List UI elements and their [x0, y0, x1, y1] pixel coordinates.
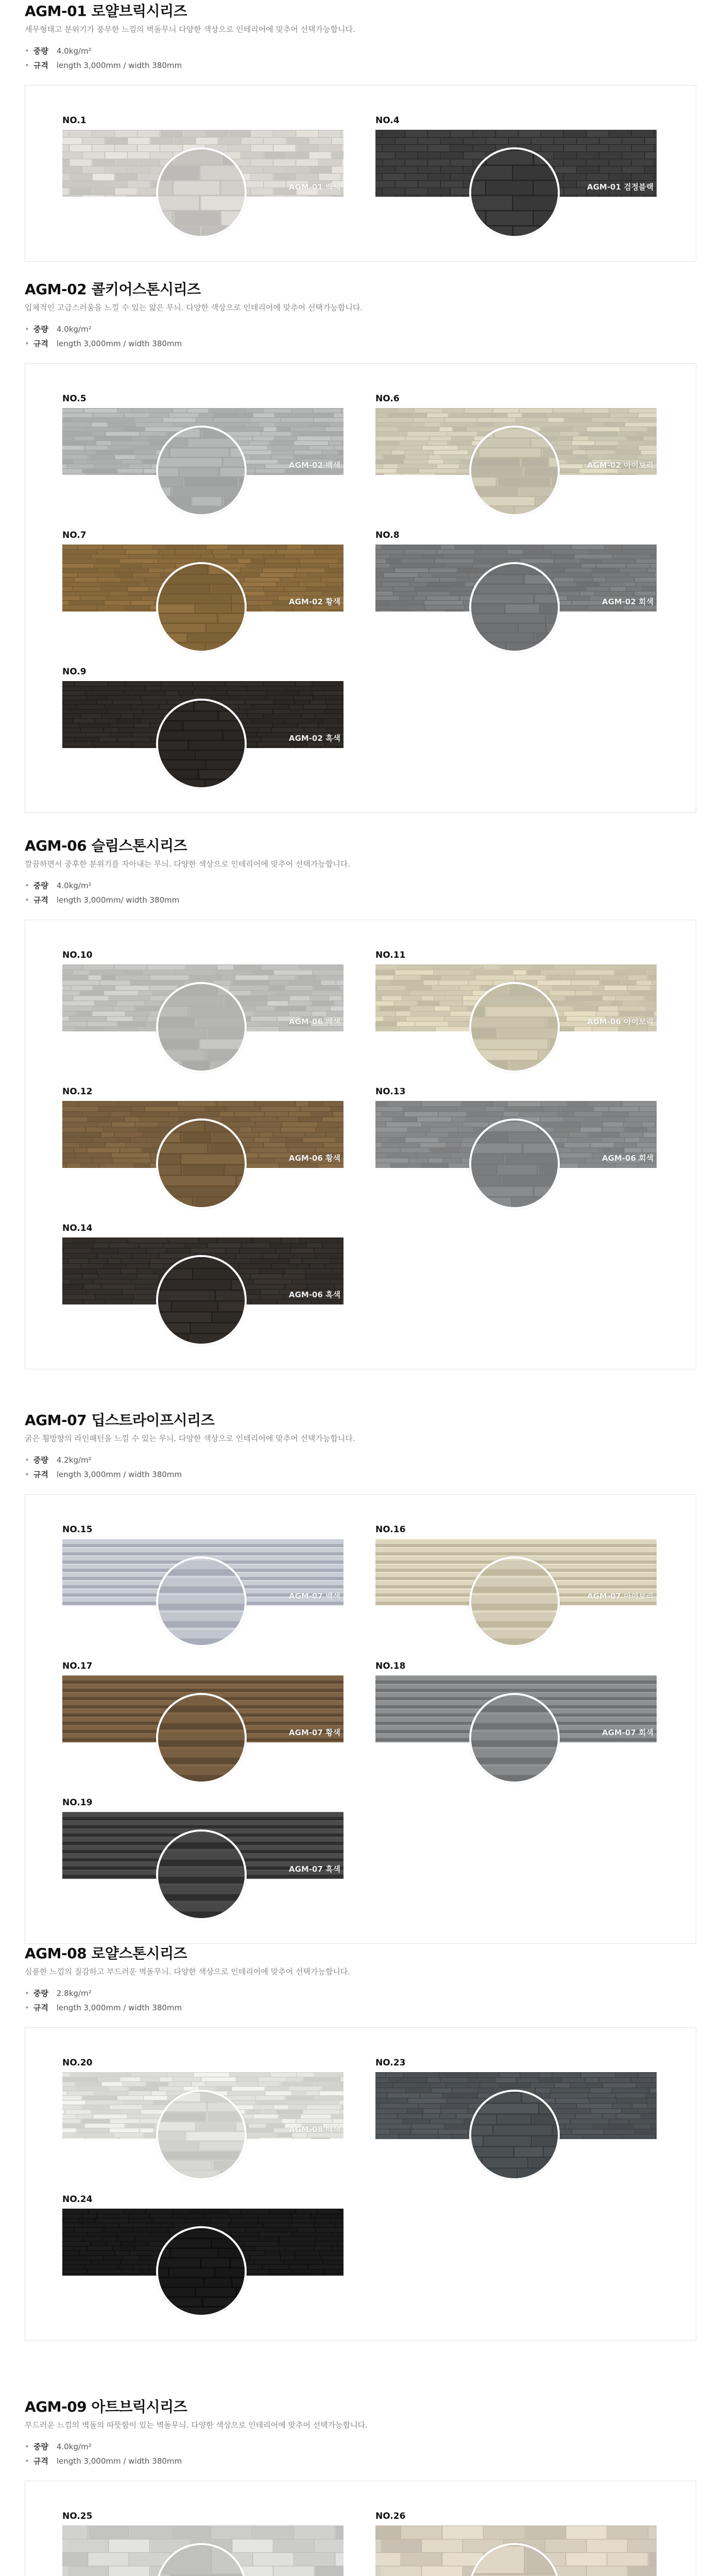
spec-row	[25, 324, 92, 334]
bullet-icon: •	[25, 2456, 29, 2466]
swatch-caption: AGM-02 회색	[602, 597, 654, 606]
spec-label: 중량	[33, 325, 48, 334]
series-description: 입체적인 고급스러움을 느낄 수 있는 얇은 무늬. 다양한 색상으로 인테리어에 맞추어 선택가능합니다.	[25, 303, 363, 312]
swatch-caption: AGM-02 백색	[288, 461, 340, 470]
spec-row	[25, 894, 179, 905]
spec-label: 규격	[33, 2003, 48, 2012]
spec-row	[25, 1454, 92, 1465]
bullet-icon: •	[25, 895, 29, 905]
swatch-caption: AGM-07 백색	[288, 1591, 340, 1601]
swatch-caption: AGM-07 아이보리	[587, 1591, 654, 1601]
bullet-icon: •	[25, 881, 29, 890]
swatch-panel	[62, 2072, 344, 2139]
series-title: AGM-02 콜키어스톤시리즈	[25, 281, 201, 298]
zoom-texture	[158, 428, 245, 514]
zoom-circle	[469, 562, 560, 653]
swatch-panel	[62, 681, 344, 748]
spec-label: 규격	[33, 1470, 48, 1479]
bullet-icon: •	[25, 339, 29, 348]
swatch-panel	[375, 2526, 657, 2576]
bullet-icon: •	[25, 1455, 29, 1465]
zoom-circle	[156, 982, 247, 1073]
swatch-box	[25, 2481, 696, 2576]
swatch-number: NO.23	[375, 2058, 406, 2068]
spec-label: 규격	[33, 895, 48, 905]
spec-label: 중량	[33, 2442, 48, 2451]
zoom-circle	[156, 562, 247, 653]
swatch-panel	[375, 545, 657, 612]
zoom-texture	[158, 1257, 245, 1344]
spec-row	[25, 2455, 182, 2466]
series-description: 세무형태고 분위기가 풍부한 느낌의 벽돌무늬 다양한 색상으로 인테리어에 맞추어 선택가능합니다.	[25, 25, 355, 34]
swatch-box	[25, 363, 696, 813]
spec-row	[25, 1988, 92, 1998]
zoom-circle	[156, 2226, 247, 2317]
swatch-panel	[375, 1101, 657, 1168]
swatch-panel	[62, 2526, 344, 2576]
spec-label: 중량	[33, 46, 48, 56]
series-description: 부드러운 느낌의 벽돌의 따뜻함이 있는 벽돌무늬. 다양한 색상으로 인테리어에 맞추어 선택가능합니다.	[25, 2420, 368, 2430]
swatch-panel	[62, 964, 344, 1031]
spec-value: 4.0kg/m²	[56, 325, 92, 334]
swatch-panel	[375, 130, 657, 197]
spec-label: 규격	[33, 339, 48, 348]
swatch-caption: AGM-06 흑색	[288, 1290, 340, 1299]
zoom-texture	[158, 701, 245, 787]
swatch-number: NO.1	[62, 115, 87, 126]
swatch-number: NO.24	[62, 2194, 93, 2205]
zoom-texture	[471, 984, 558, 1071]
swatch-caption: AGM-06 백색	[288, 1017, 340, 1026]
swatch-number: NO.25	[62, 2511, 93, 2521]
swatch-caption: AGM-07 흑색	[288, 1865, 340, 1874]
swatch-number: NO.10	[62, 950, 93, 960]
zoom-circle	[156, 1693, 247, 1784]
bullet-icon: •	[25, 2003, 29, 2012]
swatch-panel	[62, 1101, 344, 1168]
zoom-texture	[158, 2228, 245, 2315]
zoom-texture	[471, 2092, 558, 2178]
bullet-icon: •	[25, 61, 29, 70]
series-description: 깔끔하면서 중후한 분위기를 자아내는 무늬. 다양한 색상으로 인테리어에 맞추어 선택가능합니다.	[25, 859, 351, 869]
spec-value: 2.8kg/m²	[56, 1989, 92, 1998]
spec-label: 중량	[33, 881, 48, 890]
zoom-texture	[471, 428, 558, 514]
zoom-circle	[469, 2090, 560, 2180]
swatch-number: NO.17	[62, 1661, 93, 1671]
series-title: AGM-07 딥스트라이프시리즈	[25, 1412, 215, 1429]
swatch-number: NO.20	[62, 2058, 93, 2068]
swatch-panel	[375, 964, 657, 1031]
series-title: AGM-06 슬림스톤시리즈	[25, 837, 187, 854]
zoom-circle	[156, 1829, 247, 1920]
spec-row	[25, 60, 182, 71]
zoom-texture	[158, 1558, 245, 1645]
bullet-icon: •	[25, 1989, 29, 1998]
swatch-caption: AGM-02 아이보리	[587, 461, 654, 470]
spec-value: 4.2kg/m²	[56, 1455, 92, 1465]
bullet-icon: •	[25, 2442, 29, 2451]
swatch-panel	[375, 1675, 657, 1742]
swatch-panel	[375, 2072, 657, 2139]
spec-value: length 3,000mm / width 380mm	[56, 1470, 182, 1479]
zoom-circle	[469, 1118, 560, 1209]
swatch-box	[25, 85, 696, 262]
spec-value: 4.0kg/m²	[56, 46, 92, 56]
swatch-panel	[62, 1675, 344, 1742]
zoom-texture	[158, 1832, 245, 1918]
swatch-caption: AGM-06 아이보리	[587, 1017, 654, 1026]
spec-label: 규격	[33, 2456, 48, 2466]
zoom-circle	[156, 2090, 247, 2180]
swatch-number: NO.4	[375, 115, 400, 126]
swatch-panel	[62, 2209, 344, 2276]
swatch-number: NO.7	[62, 530, 87, 540]
swatch-panel	[375, 1539, 657, 1606]
swatch-number: NO.6	[375, 394, 400, 404]
spec-row	[25, 2441, 92, 2452]
spec-label: 중량	[33, 1989, 48, 1998]
swatch-number: NO.9	[62, 667, 87, 677]
zoom-circle	[469, 982, 560, 1073]
swatch-caption: AGM-06 회색	[602, 1154, 654, 1163]
zoom-texture	[158, 2092, 245, 2178]
swatch-number: NO.8	[375, 530, 400, 540]
series-title: AGM-08 로얄스톤시리즈	[25, 1945, 187, 1962]
series-description: 굵은 횡방향의 라인패턴을 느낄 수 있는 무늬. 다양한 색상으로 인테리어에 맞추어 선택가능합니다.	[25, 1434, 355, 1443]
series-title: AGM-01 로얄브릭시리즈	[25, 3, 187, 20]
spec-value: length 3,000mm/ width 380mm	[56, 895, 180, 905]
zoom-circle	[156, 1118, 247, 1209]
zoom-texture	[471, 1695, 558, 1782]
zoom-circle	[469, 1556, 560, 1647]
swatch-panel	[62, 1812, 344, 1879]
spec-value: 4.0kg/m²	[56, 881, 92, 890]
zoom-texture	[158, 1121, 245, 1207]
zoom-texture	[471, 1121, 558, 1207]
swatch-number: NO.11	[375, 950, 406, 960]
zoom-circle	[156, 426, 247, 516]
swatch-caption: AGM-02 황색	[288, 597, 340, 606]
zoom-texture	[471, 1558, 558, 1645]
spec-row	[25, 45, 92, 56]
spec-value: length 3,000mm / width 380mm	[56, 2003, 182, 2012]
zoom-texture	[158, 984, 245, 1071]
spec-row	[25, 1469, 182, 1480]
spec-label: 규격	[33, 61, 48, 70]
bullet-icon: •	[25, 46, 29, 56]
zoom-circle	[156, 699, 247, 789]
series-title: AGM-09 아트브릭시리즈	[25, 2398, 187, 2415]
zoom-circle	[469, 147, 560, 238]
swatch-panel	[62, 1539, 344, 1606]
swatch-caption: AGM-06 황색	[288, 1154, 340, 1163]
zoom-texture	[158, 564, 245, 651]
swatch-number: NO.16	[375, 1524, 406, 1535]
zoom-texture	[158, 149, 245, 236]
swatch-caption: AGM-01 백색	[288, 182, 340, 192]
swatch-panel	[375, 408, 657, 475]
swatch-number: NO.12	[62, 1087, 93, 1097]
swatch-number: NO.13	[375, 1087, 406, 1097]
zoom-circle	[156, 1255, 247, 1346]
swatch-number: NO.14	[62, 1223, 93, 1233]
swatch-number: NO.5	[62, 394, 87, 404]
swatch-number: NO.15	[62, 1524, 93, 1535]
swatch-caption: AGM-01 검정블랙	[587, 182, 654, 192]
swatch-caption: AGM-08 백색	[288, 2125, 340, 2134]
zoom-circle	[156, 1556, 247, 1647]
spec-label: 중량	[33, 1455, 48, 1465]
swatch-box	[25, 1494, 696, 1944]
zoom-texture	[158, 1695, 245, 1782]
zoom-texture	[471, 149, 558, 236]
swatch-caption: AGM-07 회색	[602, 1728, 654, 1737]
swatch-box	[25, 2027, 696, 2341]
swatch-panel	[62, 545, 344, 612]
zoom-texture	[471, 564, 558, 651]
bullet-icon: •	[25, 1470, 29, 1479]
swatch-panel	[62, 130, 344, 197]
series-description: 심플한 느낌의 질감하고 부드러운 벽돌무늬. 다양한 색상으로 인테리어에 맞추어 선택가능합니다.	[25, 1967, 351, 1976]
swatch-panel	[62, 408, 344, 475]
spec-row	[25, 880, 92, 891]
spec-value: length 3,000mm / width 380mm	[56, 61, 182, 70]
zoom-circle	[469, 426, 560, 516]
swatch-caption: AGM-02 흑색	[288, 734, 340, 743]
swatch-panel	[62, 1238, 344, 1304]
swatch-number: NO.19	[62, 1798, 93, 1808]
swatch-number: NO.26	[375, 2511, 406, 2521]
swatch-caption: AGM-07 황색	[288, 1728, 340, 1737]
spec-value: length 3,000mm / width 380mm	[56, 339, 182, 348]
bullet-icon: •	[25, 325, 29, 334]
spec-row	[25, 338, 182, 349]
swatch-number: NO.18	[375, 1661, 406, 1671]
spec-value: length 3,000mm / width 380mm	[56, 2456, 182, 2466]
spec-row	[25, 2002, 182, 2013]
spec-value: 4.0kg/m²	[56, 2442, 92, 2451]
zoom-circle	[469, 1693, 560, 1784]
swatch-box	[25, 920, 696, 1369]
zoom-circle	[156, 147, 247, 238]
